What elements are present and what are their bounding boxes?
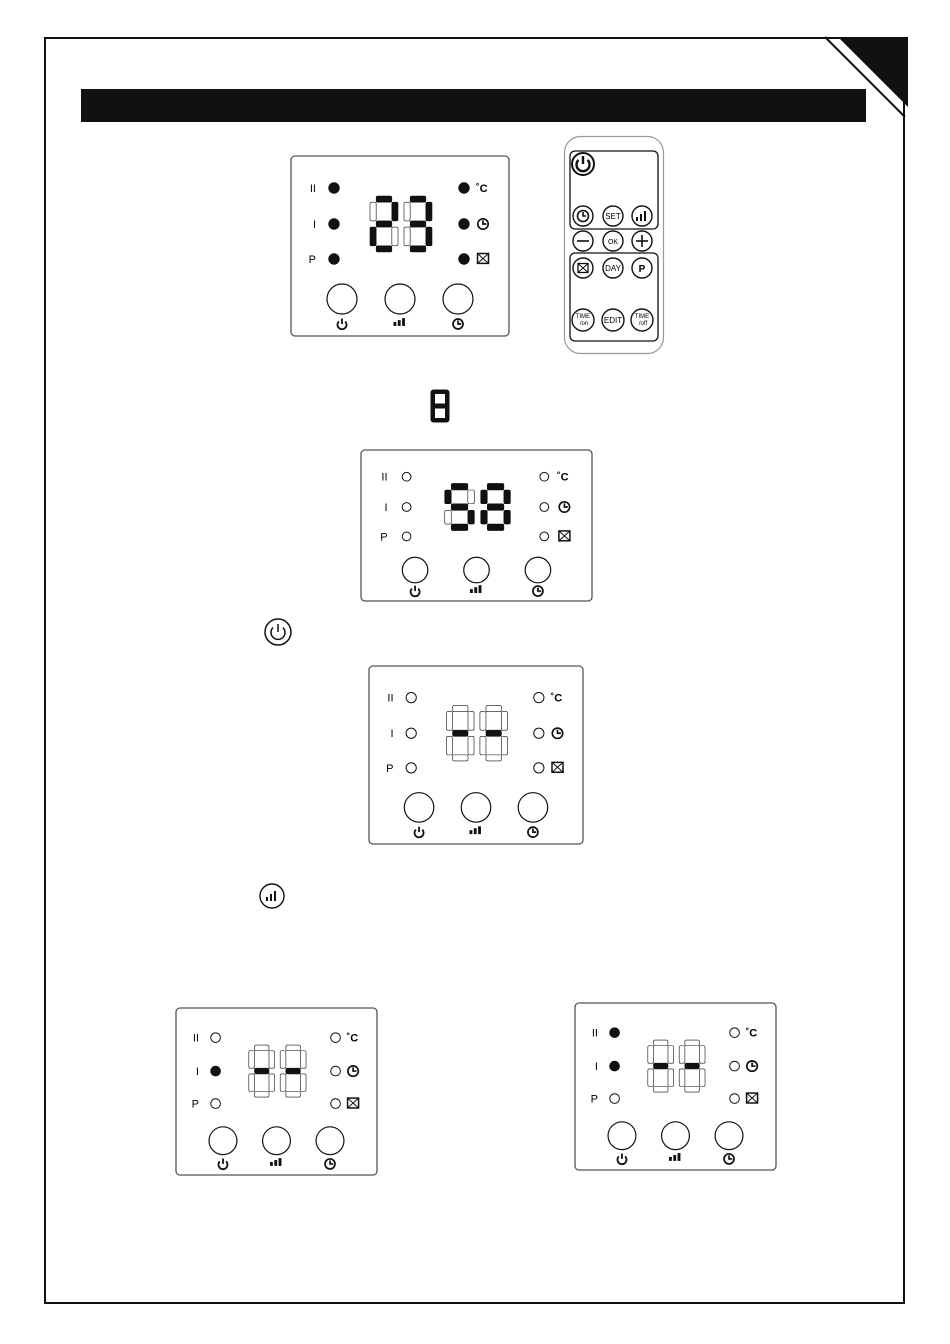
remote-ok-button[interactable] [603,231,623,251]
indicator-led-off [540,532,549,541]
mode-program-label: P [590,1093,598,1106]
segment-off [501,736,507,755]
fan-speed-button[interactable] [464,557,490,583]
timer-button[interactable] [443,284,473,314]
indicator-led-off [406,693,416,703]
segment-off [699,1046,705,1063]
segment-off [685,1086,699,1092]
segment-off [480,736,486,755]
segment-off [486,755,501,761]
segment-on [481,490,488,504]
mode-low-label: I [195,1066,199,1079]
segment-on [376,196,392,202]
indicator-led-off [730,1061,740,1071]
segment-on [487,504,504,511]
segment-off [668,1046,674,1063]
power-button[interactable] [402,557,428,583]
remote-time-on-sub: /on [579,321,589,327]
segment-on [487,483,504,490]
segment-off [679,1069,685,1086]
segment-on [451,483,468,490]
mode-high-label: II [381,471,388,484]
segment-on [504,510,511,524]
segment-on [255,1068,269,1074]
indicator-led-off [211,1099,221,1109]
segment-off [668,1069,674,1086]
indicator-led-off [406,728,416,738]
segment-off [453,755,468,761]
indicator-led-on [329,183,339,193]
indicator-led-on [211,1066,221,1076]
timer-button[interactable] [525,557,551,583]
mode-program-label: P [191,1098,199,1111]
segment-off [654,1040,668,1046]
control-panel-display [360,449,593,607]
segment-off [699,1069,705,1086]
mode-high-label: II [309,183,316,195]
remote-time-off-label: TIME [634,314,650,320]
mode-program-label: P [308,254,316,266]
remote-set-label: SET [605,212,621,221]
indicator-led-off [534,728,544,738]
indicator-led-off [331,1066,341,1076]
fan-bars-icon [258,882,286,915]
remote-time-off-button[interactable] [631,309,653,331]
segment-on [376,221,392,227]
indicator-led-off [211,1033,221,1043]
remote-power-button[interactable] [572,153,594,175]
segment-on [451,504,468,511]
segment-off [480,712,486,731]
remote-plus-button[interactable] [632,231,652,251]
segment-off [501,712,507,731]
indicator-led-off [402,503,411,512]
indicator-led-on [329,254,339,264]
segment-on [468,510,475,524]
indicator-led-off [540,472,549,481]
remote-minus-button[interactable] [573,231,593,251]
power-icon [263,617,293,652]
remote-p-label: P [638,264,646,275]
fan-speed-button[interactable] [385,284,415,314]
segment-off [280,1074,286,1091]
indicator-led-off [534,693,544,703]
indicator-led-off [534,763,544,773]
segment-on [392,202,398,221]
celsius-label: ˚C [346,1032,359,1045]
power-button[interactable] [209,1127,237,1155]
segment-off [370,202,376,221]
segment-off [286,1045,300,1051]
mode-high-label: II [192,1032,199,1045]
mode-program-label: P [380,531,388,544]
segment-on [685,1063,699,1069]
indicator-led-off [402,472,411,481]
indicator-led-off [730,1028,740,1038]
segment-off [654,1086,668,1092]
timer-button[interactable] [316,1127,344,1155]
control-panel-display [368,665,584,850]
power-button[interactable] [404,793,433,822]
segment-off [648,1046,654,1063]
remote-set-button[interactable] [603,206,623,226]
segment-on [487,524,504,531]
segment-off [447,736,453,755]
segment-off [468,712,474,731]
timer-button[interactable] [715,1122,743,1150]
segment-on [410,246,426,252]
fan-speed-button[interactable] [263,1127,291,1155]
celsius-label: ˚C [745,1027,758,1040]
segment-off [404,227,410,246]
timer-button[interactable] [518,793,547,822]
segment-off [392,227,398,246]
control-panel-display [574,1002,777,1176]
fan-speed-button[interactable] [662,1122,690,1150]
indicator-led-off [331,1033,341,1043]
mode-high-label: II [387,692,394,705]
segment-off [255,1045,269,1051]
remote-edit-label: EDIT [603,316,623,325]
indicator-led-off [540,503,549,512]
mode-program-label: P [386,762,394,775]
indicator-led-on [459,219,469,229]
remote-time-off-sub: /off [638,321,648,327]
remote-fan-button[interactable] [632,206,652,226]
digit-8-icon [429,388,451,429]
mode-low-label: I [594,1061,598,1074]
segment-off [648,1069,654,1086]
celsius-label: ˚C [556,471,569,484]
indicator-led-on [459,183,469,193]
indicator-led-off [730,1094,740,1104]
segment-on [451,524,468,531]
remote-day-button[interactable] [603,258,623,278]
segment-on [426,202,432,221]
segment-off [453,706,468,712]
indicator-led-on [459,254,469,264]
remote-control [563,135,665,360]
indicator-led-off [402,532,411,541]
segment-off [300,1074,306,1091]
fan-speed-button[interactable] [461,793,490,822]
celsius-label: ˚C [550,692,563,705]
celsius-label: ˚C [476,183,488,195]
segment-on [445,490,452,504]
control-panel-display [290,155,510,342]
segment-on [286,1068,300,1074]
segment-off [255,1091,269,1097]
segment-off [269,1074,275,1091]
remote-timer-button[interactable] [573,206,593,226]
segment-on [486,730,501,736]
indicator-led-off [406,763,416,773]
segment-on [504,490,511,504]
segment-on [376,246,392,252]
segment-on [453,730,468,736]
segment-off [269,1051,275,1068]
remote-window-button[interactable] [573,258,593,278]
segment-on [370,227,376,246]
segment-off [468,490,475,504]
control-panel-display [175,1007,378,1181]
mode-low-label: I [312,219,316,231]
segment-on [426,227,432,246]
segment-off [468,736,474,755]
segment-off [404,202,410,221]
segment-off [685,1040,699,1046]
segment-off [300,1051,306,1068]
remote-ok-label: OK [607,239,619,246]
section-header-bar [81,89,866,122]
indicator-led-off [331,1099,341,1109]
segment-off [486,706,501,712]
segment-on [410,221,426,227]
mode-low-label: I [384,502,388,515]
segment-off [679,1046,685,1063]
indicator-led-off [610,1094,620,1104]
remote-edit-button[interactable] [602,309,624,331]
segment-off [249,1074,255,1091]
remote-time-on-label: TIME [575,314,591,320]
remote-time-on-button[interactable] [572,309,594,331]
mode-low-label: I [390,728,394,741]
segment-on [410,196,426,202]
segment-off [445,510,452,524]
remote-day-label: DAY [605,264,621,273]
segment-off [249,1051,255,1068]
segment-on [654,1063,668,1069]
segment-off [447,712,453,731]
segment-off [280,1051,286,1068]
remote-p-button[interactable] [632,258,652,278]
segment-on [481,510,488,524]
indicator-led-on [610,1028,620,1038]
segment-off [286,1091,300,1097]
power-button[interactable] [327,284,357,314]
mode-high-label: II [591,1027,598,1040]
indicator-led-on [610,1061,620,1071]
power-button[interactable] [608,1122,636,1150]
indicator-led-on [329,219,339,229]
